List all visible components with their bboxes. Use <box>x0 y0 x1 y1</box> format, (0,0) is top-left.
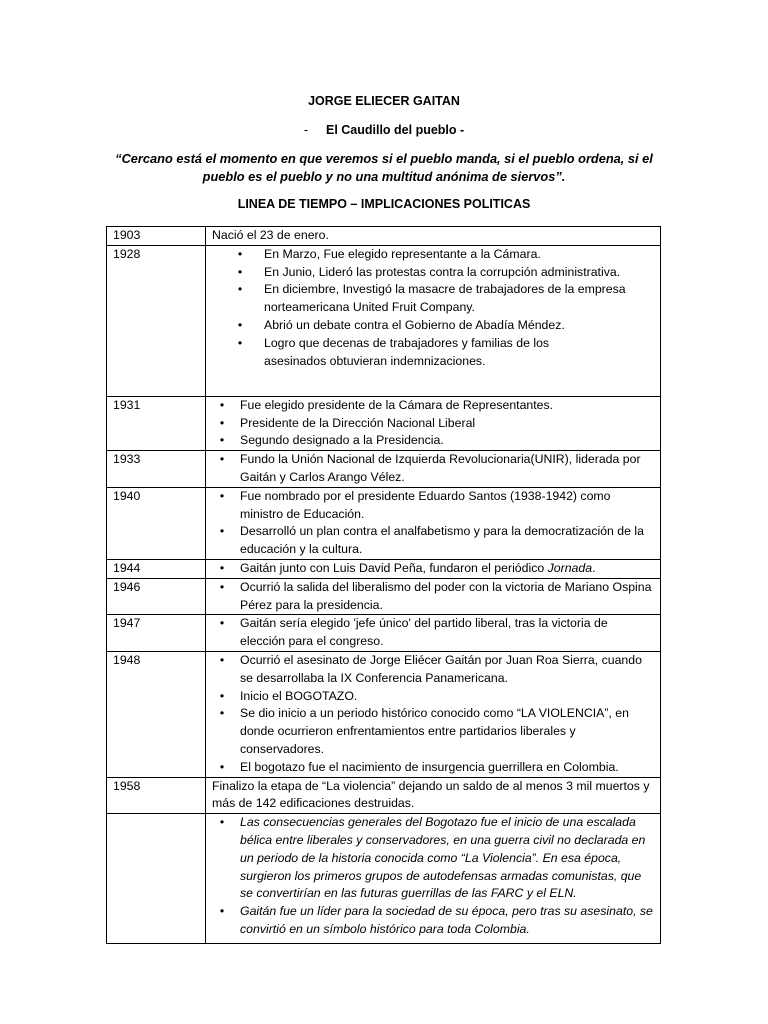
list-item: • Ocurrió la salida del liberalismo del poder con la victoria de Mariano Ospina Pérez para la presidencia. <box>212 579 656 615</box>
event-list <box>212 451 656 487</box>
bullet-icon: • <box>237 282 243 297</box>
event-list <box>212 246 656 371</box>
event-cell <box>206 396 661 450</box>
list-item: • Gaitán junto con Luis David Peña, fundaron el periódico Jornada. <box>212 560 656 578</box>
year-cell: 1931 <box>107 396 206 450</box>
year-cell: 1928 <box>107 245 206 396</box>
year-cell: 1947 <box>107 615 206 652</box>
list-item: • Gaitán sería elegido 'jefe único' del partido liberal, tras la victoria de elección para el congreso. <box>212 615 656 651</box>
bullet-icon: • <box>237 264 243 279</box>
event-list <box>212 397 656 450</box>
event-cell <box>206 559 661 578</box>
year-cell: 1946 <box>107 578 206 615</box>
bullet-icon: • <box>219 688 225 703</box>
year-cell: 1940 <box>107 487 206 559</box>
year-cell: 1903 <box>107 227 206 246</box>
list-item: • Abrió un debate contra el Gobierno de Abadía Méndez. <box>212 317 656 335</box>
event-list <box>212 560 656 578</box>
list-item: • En diciembre, Investigó la masacre de trabajadores de la empresa norteamericana United Fruit Company. <box>212 281 656 317</box>
bullet-icon: • <box>219 397 225 412</box>
list-item: • Se dio inicio a un periodo histórico conocido como “LA VIOLENCIA”, en donde ocurrieron enfrentamientos entre partidarios liberales y conservadores. <box>212 705 656 758</box>
bullet-icon: • <box>219 815 225 830</box>
list-item: • El bogotazo fue el nacimiento de insurgencia guerrillera en Colombia. <box>212 759 656 777</box>
table-row <box>107 814 661 944</box>
list-item: • Fundo la Unión Nacional de Izquierda Revolucionaria(UNIR), liderada por Gaitán y Carlos Arango Vélez. <box>212 451 656 487</box>
list-item: • Segundo designado a la Presidencia. <box>212 432 656 450</box>
event-cell <box>206 487 661 559</box>
bullet-icon: • <box>219 579 225 594</box>
event-cell <box>206 814 661 944</box>
subtitle-dash: - <box>303 123 308 137</box>
event-list <box>212 579 656 615</box>
bullet-icon: • <box>219 904 225 919</box>
bullet-icon: • <box>219 452 225 467</box>
subtitle-text: El Caudillo del pueblo - <box>325 123 465 137</box>
list-item: • Presidente de la Dirección Nacional Liberal <box>212 415 656 433</box>
table-row <box>107 487 661 559</box>
bullet-icon: • <box>219 560 225 575</box>
list-item: • Gaitán fue un líder para la sociedad de su época, pero tras su asesinato, se convirtió en un símbolo histórico para toda Colombia. <box>212 903 656 939</box>
list-item: • En Marzo, Fue elegido representante a la Cámara. <box>212 246 656 264</box>
newspaper-name: Jornada <box>547 560 593 575</box>
table-row <box>107 777 661 814</box>
event-cell: Nació el 23 de enero. <box>206 227 661 246</box>
table-row <box>107 227 661 246</box>
document-title: JORGE ELIECER GAITAN <box>308 94 460 108</box>
timeline-table <box>106 226 661 944</box>
table-row <box>107 578 661 615</box>
list-item: • Logro que decenas de trabajadores y familias de los asesinados obtuvieran indemnizaciones. <box>212 335 656 371</box>
event-cell <box>206 578 661 615</box>
event-cell <box>206 651 661 777</box>
table-row <box>107 396 661 450</box>
list-item: • En Junio, Lideró las protestas contra la corrupción administrativa. <box>212 264 656 282</box>
table-row <box>107 559 661 578</box>
year-cell <box>107 814 206 944</box>
year-cell: 1958 <box>107 777 206 814</box>
table-row <box>107 651 661 777</box>
bullet-icon: • <box>237 246 243 261</box>
year-cell: 1933 <box>107 451 206 488</box>
list-item: • Fue elegido presidente de la Cámara de Representantes. <box>212 397 656 415</box>
list-item: • Ocurrió el asesinato de Jorge Eliécer Gaitán por Juan Roa Sierra, cuando se desarrollaba la IX Conferencia Panamericana. <box>212 652 656 688</box>
document-subtitle <box>0 123 768 137</box>
event-cell <box>206 451 661 488</box>
bullet-icon: • <box>219 706 225 721</box>
event-cell <box>206 615 661 652</box>
event-list <box>212 652 656 777</box>
event-list <box>212 814 656 939</box>
bullet-icon: • <box>219 488 225 503</box>
table-row <box>107 245 661 396</box>
list-item: • Inicio el BOGOTAZO. <box>212 688 656 706</box>
table-row <box>107 451 661 488</box>
event-cell: Finalizo la etapa de “La violencia” dejando un saldo de al menos 3 mil muertos y más de 142 edificaciones destruidas. <box>206 777 661 814</box>
bullet-icon: • <box>219 652 225 667</box>
year-cell: 1944 <box>107 559 206 578</box>
year-cell: 1948 <box>107 651 206 777</box>
event-cell <box>206 245 661 396</box>
list-item: • Desarrolló un plan contra el analfabetismo y para la democratización de la educación y la cultura. <box>212 523 656 559</box>
table-row <box>107 615 661 652</box>
list-item: • Las consecuencias generales del Bogotazo fue el inicio de una escalada bélica entre liberales y conservadores, en una guerra civil no declarada en un periodo de la historia conocida como “La Violencia”. En esa época, surgieron los primeros grupos de autodefensas armadas comunistas, que se convertirían en las futuras guerrillas de las FARC y el ELN. <box>212 814 656 903</box>
event-list <box>212 615 656 651</box>
bullet-icon: • <box>219 524 225 539</box>
bullet-icon: • <box>237 317 243 332</box>
bullet-icon: • <box>219 759 225 774</box>
bullet-icon: • <box>219 616 225 631</box>
event-list <box>212 488 656 559</box>
bullet-icon: • <box>219 415 225 430</box>
bullet-icon: • <box>219 433 225 448</box>
section-heading: LINEA DE TIEMPO – IMPLICACIONES POLITICAS <box>237 197 531 211</box>
bullet-icon: • <box>237 335 243 350</box>
quote: “Cercano está el momento en que veremos si el pueblo manda, si el pueblo ordena, si el pueblo es el pueblo y no una multitud anónima de siervos”. <box>115 151 653 184</box>
list-item: • Fue nombrado por el presidente Eduardo Santos (1938-1942) como ministro de Educación. <box>212 488 656 524</box>
